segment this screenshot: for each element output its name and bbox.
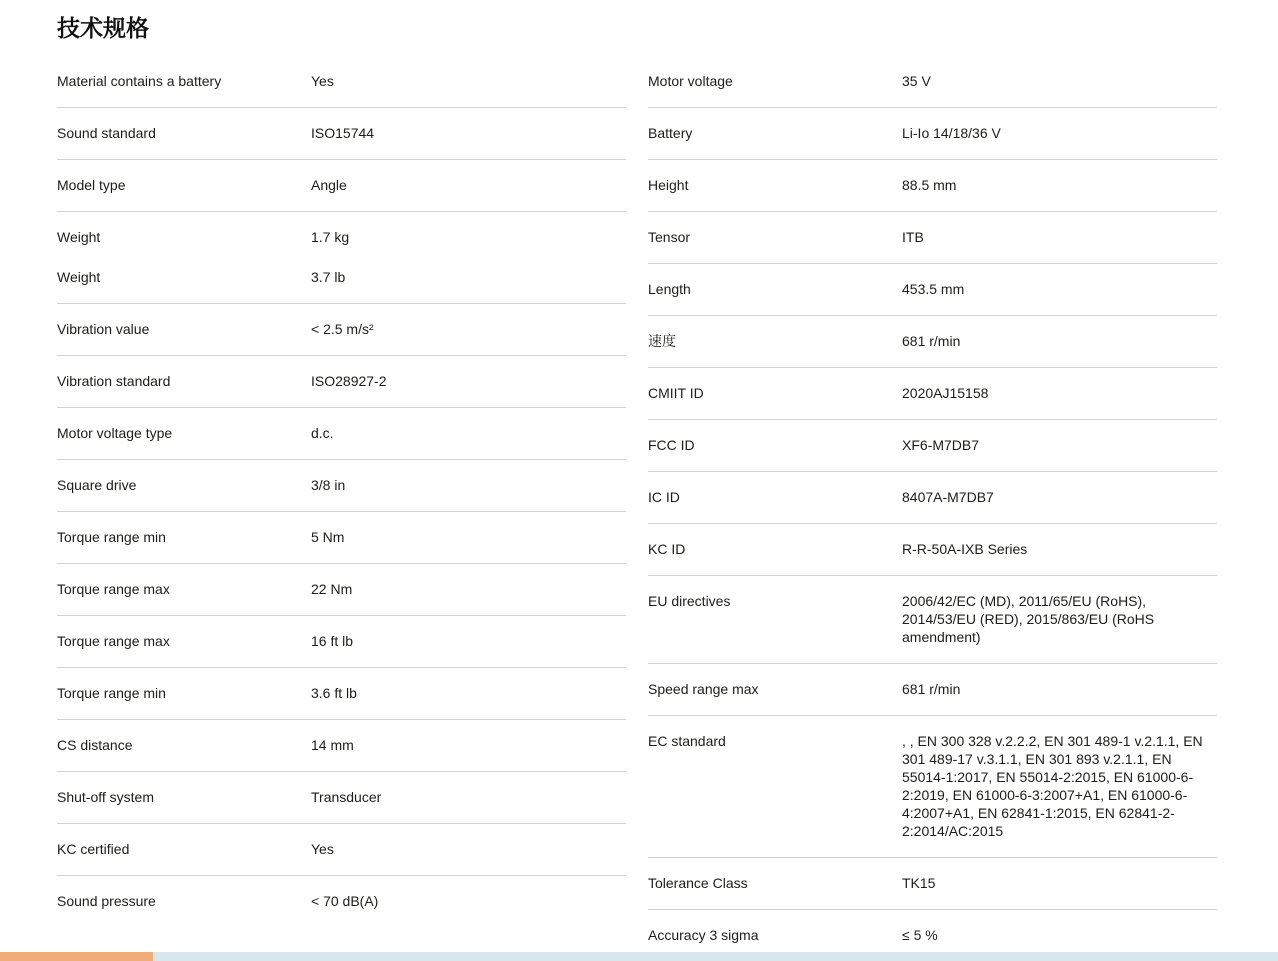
- spec-row: [648, 368, 1217, 420]
- spec-row: [57, 512, 626, 564]
- spec-value: 3.6 ft lb: [311, 685, 357, 701]
- spec-value: 2020AJ15158: [902, 385, 989, 401]
- spec-tables: [57, 56, 1217, 961]
- spec-value: R-R-50A-IXB Series: [902, 541, 1028, 557]
- spec-label: EU directives: [648, 593, 731, 609]
- spec-entry: [57, 736, 626, 754]
- scrollbar-thumb[interactable]: [0, 952, 153, 961]
- spec-label: Height: [648, 177, 689, 193]
- spec-value: 16 ft lb: [311, 633, 354, 649]
- spec-value: 22 Nm: [311, 581, 353, 597]
- spec-label: Tensor: [648, 229, 691, 245]
- spec-value: d.c.: [311, 425, 334, 441]
- spec-value: 14 mm: [311, 737, 354, 753]
- spec-label: KC ID: [648, 541, 686, 557]
- spec-entry: [648, 680, 1217, 698]
- spec-label: 速度: [648, 333, 676, 349]
- spec-row: [57, 56, 626, 108]
- spec-value: 681 r/min: [902, 333, 961, 349]
- spec-row: [57, 408, 626, 460]
- spec-value: ISO15744: [311, 125, 375, 141]
- spec-label: Model type: [57, 177, 126, 193]
- spec-row: [57, 772, 626, 824]
- spec-label: Sound pressure: [57, 893, 156, 909]
- spec-value: Transducer: [311, 789, 382, 805]
- spec-label: Sound standard: [57, 125, 156, 141]
- spec-label: FCC ID: [648, 437, 695, 453]
- spec-entry: [57, 840, 626, 858]
- spec-entry: [57, 320, 626, 338]
- spec-value: 8407A-M7DB7: [902, 489, 994, 505]
- spec-entry: [648, 540, 1217, 558]
- spec-value: Angle: [311, 177, 347, 193]
- spec-value: TK15: [902, 875, 936, 891]
- scrollbar-track[interactable]: [0, 952, 1278, 961]
- spec-value: 681 r/min: [902, 681, 961, 697]
- spec-label: IC ID: [648, 489, 680, 505]
- spec-entry: [648, 228, 1217, 246]
- spec-value: Yes: [311, 73, 334, 89]
- spec-row: [648, 472, 1217, 524]
- spec-entry: [57, 528, 626, 546]
- spec-row: [648, 56, 1217, 108]
- spec-value: , , EN 300 328 v.2.2.2, EN 301 489-1 v.2.1.1, EN 301 489-17 v.3.1.1, EN 301 893 v.2.1.1, EN 55014-1:2017, EN 55014-2:2015, EN 61000-6-2:2019, EN 61000-6-3:2007+A1, EN 61000-6-4:2007+A1, EN 62841-1:2015, EN 62841-2-2:2014/AC:2015: [902, 733, 1203, 839]
- spec-entry: [57, 684, 626, 702]
- spec-row: [57, 356, 626, 408]
- spec-row: [648, 160, 1217, 212]
- spec-row: [57, 876, 626, 927]
- spec-entry: [57, 892, 626, 910]
- spec-entry: [648, 124, 1217, 142]
- spec-entry: [648, 384, 1217, 402]
- spec-entry: [648, 72, 1217, 90]
- spec-label: Material contains a battery: [57, 73, 222, 89]
- spec-row: [57, 668, 626, 720]
- spec-label: Length: [648, 281, 691, 297]
- spec-label: Speed range max: [648, 681, 759, 697]
- spec-value: ITB: [902, 229, 924, 245]
- spec-value: ISO28927-2: [311, 373, 387, 389]
- spec-entry: [648, 874, 1217, 892]
- spec-entry: [648, 732, 1217, 840]
- spec-label: CMIIT ID: [648, 385, 704, 401]
- spec-entry: [648, 176, 1217, 194]
- spec-entry: [648, 280, 1217, 298]
- spec-row: [648, 858, 1217, 910]
- spec-entry: [57, 72, 626, 90]
- spec-value: 88.5 mm: [902, 177, 957, 193]
- spec-entry: [648, 926, 1217, 944]
- page-title: 技术规格: [57, 15, 149, 41]
- spec-row: [57, 720, 626, 772]
- spec-label: Shut-off system: [57, 789, 155, 805]
- spec-entry: [57, 372, 626, 390]
- spec-value: 5 Nm: [311, 529, 345, 545]
- spec-row: [57, 460, 626, 512]
- spec-value: 453.5 mm: [902, 281, 965, 297]
- spec-entry: [648, 592, 1217, 646]
- spec-value: < 2.5 m/s²: [311, 321, 374, 337]
- spec-label: Vibration standard: [57, 373, 171, 389]
- spec-value: ≤ 5 %: [902, 927, 938, 943]
- spec-table-left: [57, 56, 626, 927]
- spec-row: [648, 716, 1217, 858]
- spec-row: [648, 420, 1217, 472]
- spec-row: [648, 316, 1217, 368]
- spec-value: 2006/42/EC (MD), 2011/65/EU (RoHS), 2014/53/EU (RED), 2015/863/EU (RoHS amendment): [902, 593, 1155, 645]
- spec-entry: [57, 788, 626, 806]
- spec-label: Tolerance Class: [648, 875, 748, 891]
- spec-entry: [57, 176, 626, 194]
- spec-value: XF6-M7DB7: [902, 437, 980, 453]
- spec-row: [648, 524, 1217, 576]
- spec-row: [57, 160, 626, 212]
- spec-table-right: [648, 56, 1217, 961]
- horizontal-scrollbar: [0, 952, 1278, 961]
- spec-entry: [57, 476, 626, 494]
- spec-row: [57, 212, 626, 304]
- spec-label: Torque range max: [57, 581, 170, 597]
- spec-row: [57, 108, 626, 160]
- spec-label: Motor voltage type: [57, 425, 173, 441]
- spec-value: 35 V: [902, 73, 931, 89]
- spec-label: Vibration value: [57, 321, 150, 337]
- spec-row: [57, 616, 626, 668]
- spec-row: [57, 304, 626, 356]
- spec-entry: [648, 488, 1217, 506]
- spec-entry: [57, 580, 626, 598]
- spec-label: Accuracy 3 sigma: [648, 927, 759, 943]
- spec-entry: [57, 228, 626, 246]
- spec-entry: [57, 124, 626, 142]
- spec-entry: [57, 424, 626, 442]
- spec-label: Torque range min: [57, 529, 166, 545]
- spec-label: Motor voltage: [648, 73, 733, 89]
- spec-entry: [57, 268, 626, 286]
- spec-entry: [648, 436, 1217, 454]
- spec-entry: [648, 332, 1217, 350]
- spec-label: Weight: [57, 269, 101, 285]
- spec-row: [57, 824, 626, 876]
- spec-value: Li-Io 14/18/36 V: [902, 125, 1001, 141]
- spec-row: [648, 212, 1217, 264]
- spec-label: Weight: [57, 229, 101, 245]
- spec-row: [648, 576, 1217, 664]
- spec-label: CS distance: [57, 737, 133, 753]
- spec-value: 3.7 lb: [311, 269, 346, 285]
- spec-label: Torque range min: [57, 685, 166, 701]
- spec-value: Yes: [311, 841, 334, 857]
- spec-label: Square drive: [57, 477, 137, 493]
- spec-label: EC standard: [648, 733, 726, 749]
- spec-label: KC certified: [57, 841, 130, 857]
- spec-value: 3/8 in: [311, 477, 346, 493]
- spec-value: < 70 dB(A): [311, 893, 379, 909]
- spec-entry: [57, 632, 626, 650]
- spec-value: 1.7 kg: [311, 229, 350, 245]
- spec-row: [648, 664, 1217, 716]
- spec-row: [57, 564, 626, 616]
- spec-row: [648, 264, 1217, 316]
- spec-label: Torque range max: [57, 633, 170, 649]
- spec-row: [648, 108, 1217, 160]
- spec-label: Battery: [648, 125, 693, 141]
